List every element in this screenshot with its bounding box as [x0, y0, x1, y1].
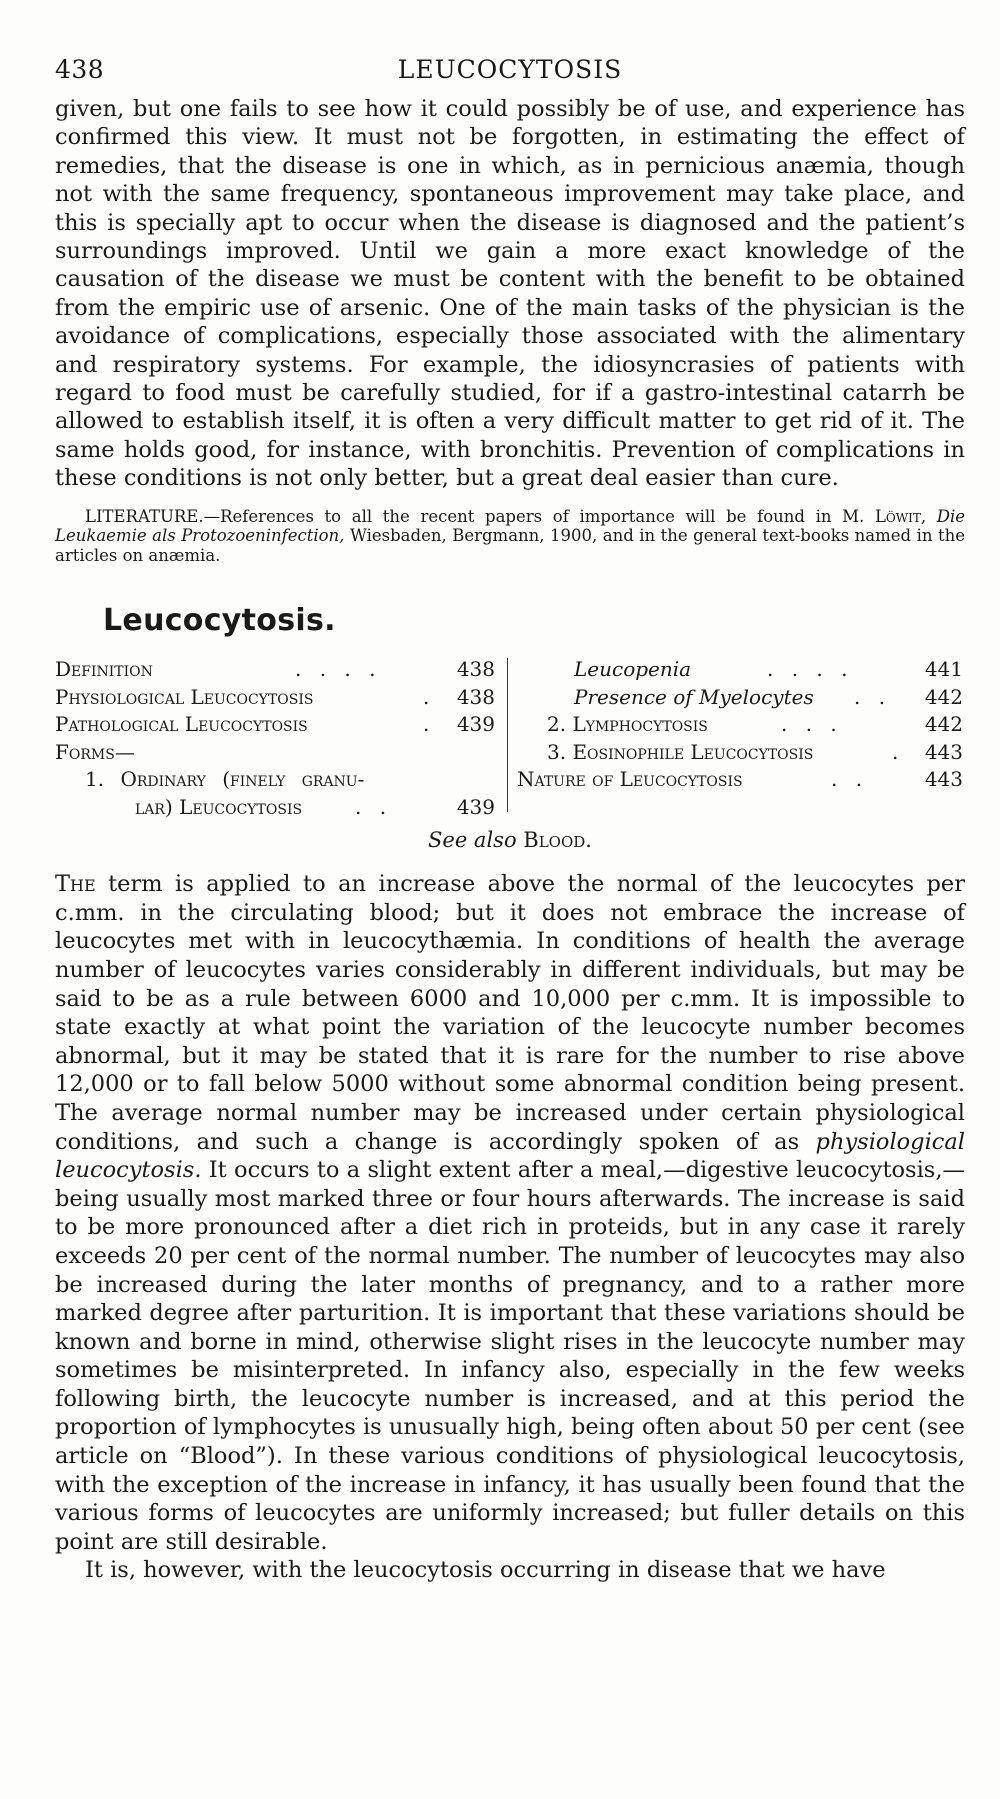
- main-text-part-1: term is applied to an increase above the normal of the leucocytes per c.mm. in the circulating blood; but it does not embrace the increase of leucocytes met with in leucocythæmia. In conditions of health the average number of leucocytes varies considerably in different individuals, but may be said to be as a rule between 6000 and 10,000 per c.mm. It is impossible to state exactly at what point the variation of the leucocyte number becomes abnormal, but it may be stated that it is rare for the number to rise above 12,000 or to fall below 5000 without some abnormal condition being present. The average normal number may be increased under certain physiological conditions, and such a change is accordingly spoken of as: [55, 871, 965, 1155]
- italic-term: physiological leucocytosis.: [55, 1128, 965, 1184]
- toc-item-ordinary-leucocytosis-cont[interactable]: [55, 794, 503, 822]
- literature-label: LITERATURE.: [85, 506, 204, 526]
- literature-note: [55, 507, 965, 566]
- toc-item-label: Pathological Leucocytosis: [55, 712, 308, 737]
- toc-leader-dots: .: [423, 684, 436, 709]
- toc-leader-dots: . .: [355, 794, 393, 819]
- see-also-line: [55, 828, 965, 852]
- toc-item-label: 2. Lymphocytosis: [547, 712, 708, 737]
- toc-item-page: 443: [924, 767, 963, 792]
- toc-item-label: Forms—: [55, 739, 135, 764]
- literature-text: —References to all the recent papers of importance will be found in M.: [203, 506, 865, 526]
- main-body: [55, 870, 965, 1585]
- last-line: It is, however, with the leucocytosis occurring in disease that we have: [85, 1557, 886, 1584]
- toc-leader-dots: . . . .: [767, 657, 854, 682]
- toc-item-label: 3. Eosinophile Leucocytosis: [547, 739, 814, 764]
- toc-item-forms[interactable]: [55, 739, 503, 767]
- toc-item-eosinophile-leucocytosis[interactable]: [517, 739, 965, 767]
- toc-item-label: Definition: [55, 657, 153, 682]
- toc-item-page: 442: [924, 712, 963, 737]
- literature-publication: Wiesbaden, Bergmann, 1900, and in the general text-books named in the articles on anæmia.: [55, 526, 965, 565]
- toc-leader-dots: . . .: [781, 712, 843, 737]
- toc-left-column: [55, 656, 503, 821]
- toc-right-column: [517, 656, 965, 794]
- toc-item-label: lar) Leucocytosis: [135, 794, 303, 819]
- toc-item-page: 439: [456, 712, 495, 737]
- toc-item-page: 439: [456, 794, 495, 819]
- toc-leader-dots: . .: [854, 684, 892, 709]
- running-title: LEUCOCYTOSIS: [397, 55, 623, 84]
- literature-work-title: Die Leukaemie als Protozoeninfection,: [55, 506, 966, 546]
- toc-item-pathological-leucocytosis[interactable]: [55, 711, 503, 739]
- toc-item-label: Physiological Leucocytosis: [55, 684, 314, 709]
- book-page: [55, 55, 965, 1585]
- table-of-contents: [55, 656, 965, 819]
- page-number: 438: [55, 55, 105, 84]
- lead-word: The: [55, 871, 96, 898]
- toc-item-ordinary-leucocytosis[interactable]: [55, 766, 503, 794]
- intro-paragraph: given, but one fails to see how it could possibly be of use, and experience has confirmed this view. It must not be forgotten, in estimating the effect of remedies, that the disease is one in which, as in pernicious anæmia, though not with the same frequency, spontaneous improvement may take place, and this is specially apt to occur when the disease is diagnosed and the patient’s surroundings improved. Until we gain a more exact knowledge of the causation of the disease we must be content with the benefit to be obtained from the empiric use of arsenic. One of the main tasks of the physician is the avoidance of complications, especially those associated with the alimentary and respiratory systems. For example, the idiosyncrasies of patients with regard to food must be carefully studied, for if a gastro-intestinal catarrh be allowed to establish itself, it is often a very difficult matter to get rid of it. The same holds good, for instance, with bronchitis. Prevention of complications in these conditions is not only better, but a great deal easier than cure.: [55, 96, 965, 492]
- see-also-prefix: See also: [428, 828, 517, 853]
- toc-item-label: Presence of Myelocytes: [574, 684, 814, 709]
- see-also-link[interactable]: Blood.: [523, 828, 592, 853]
- toc-leader-dots: . . . .: [295, 657, 382, 682]
- toc-item-lymphocytosis[interactable]: [517, 711, 965, 739]
- toc-leader-dots: .: [423, 712, 436, 737]
- toc-item-page: 442: [924, 684, 963, 709]
- toc-item-presence-of-myelocytes[interactable]: [517, 684, 965, 712]
- main-text-part-2: It occurs to a slight extent after a meal,—digestive leucocytosis,—being usually most marked three or four hours afterwards. The increase is said to be more pronounced after a diet rich in proteids, but in any case it rarely exceeds 20 per cent of the normal number. The number of leucocytes may also be increased during the later months of pregnancy, and to a rather more marked degree after parturition. It is important that these variations should be known and borne in mind, otherwise slight rises in the leucocyte number may sometimes be misinterpreted. In infancy also, especially in the few weeks following birth, the leucocyte number is increased, and at this period the proportion of lymphocytes is unusually high, being often about 50 per cent (see article on “Blood”). In these various conditions of physiological leucocytosis, with the exception of the increase in infancy, it has usually been found that the various forms of leucocytes are uniformly increased; but fuller details on this point are still desirable.: [55, 1157, 965, 1555]
- toc-item-leucopenia[interactable]: [517, 656, 965, 684]
- toc-leader-dots: . .: [831, 767, 869, 792]
- literature-author: Löwit,: [874, 506, 927, 526]
- toc-item-page: 441: [924, 657, 963, 682]
- running-head: [55, 55, 965, 95]
- toc-item-label: 1. Ordinary (finely granu-: [85, 767, 365, 792]
- toc-item-page: 438: [456, 684, 495, 709]
- toc-item-label: Nature of Leucocytosis: [517, 767, 743, 792]
- toc-item-page: 438: [456, 657, 495, 682]
- toc-item-definition[interactable]: [55, 656, 503, 684]
- toc-item-label: Leucopenia: [574, 657, 692, 682]
- toc-column-divider: [507, 658, 508, 812]
- toc-leader-dots: .: [892, 739, 905, 764]
- toc-item-page: 443: [924, 739, 963, 764]
- section-title: Leucocytosis.: [103, 603, 336, 639]
- main-paragraph: [55, 870, 965, 1556]
- toc-item-physiological-leucocytosis[interactable]: [55, 684, 503, 712]
- toc-item-nature-of-leucocytosis[interactable]: [517, 766, 965, 794]
